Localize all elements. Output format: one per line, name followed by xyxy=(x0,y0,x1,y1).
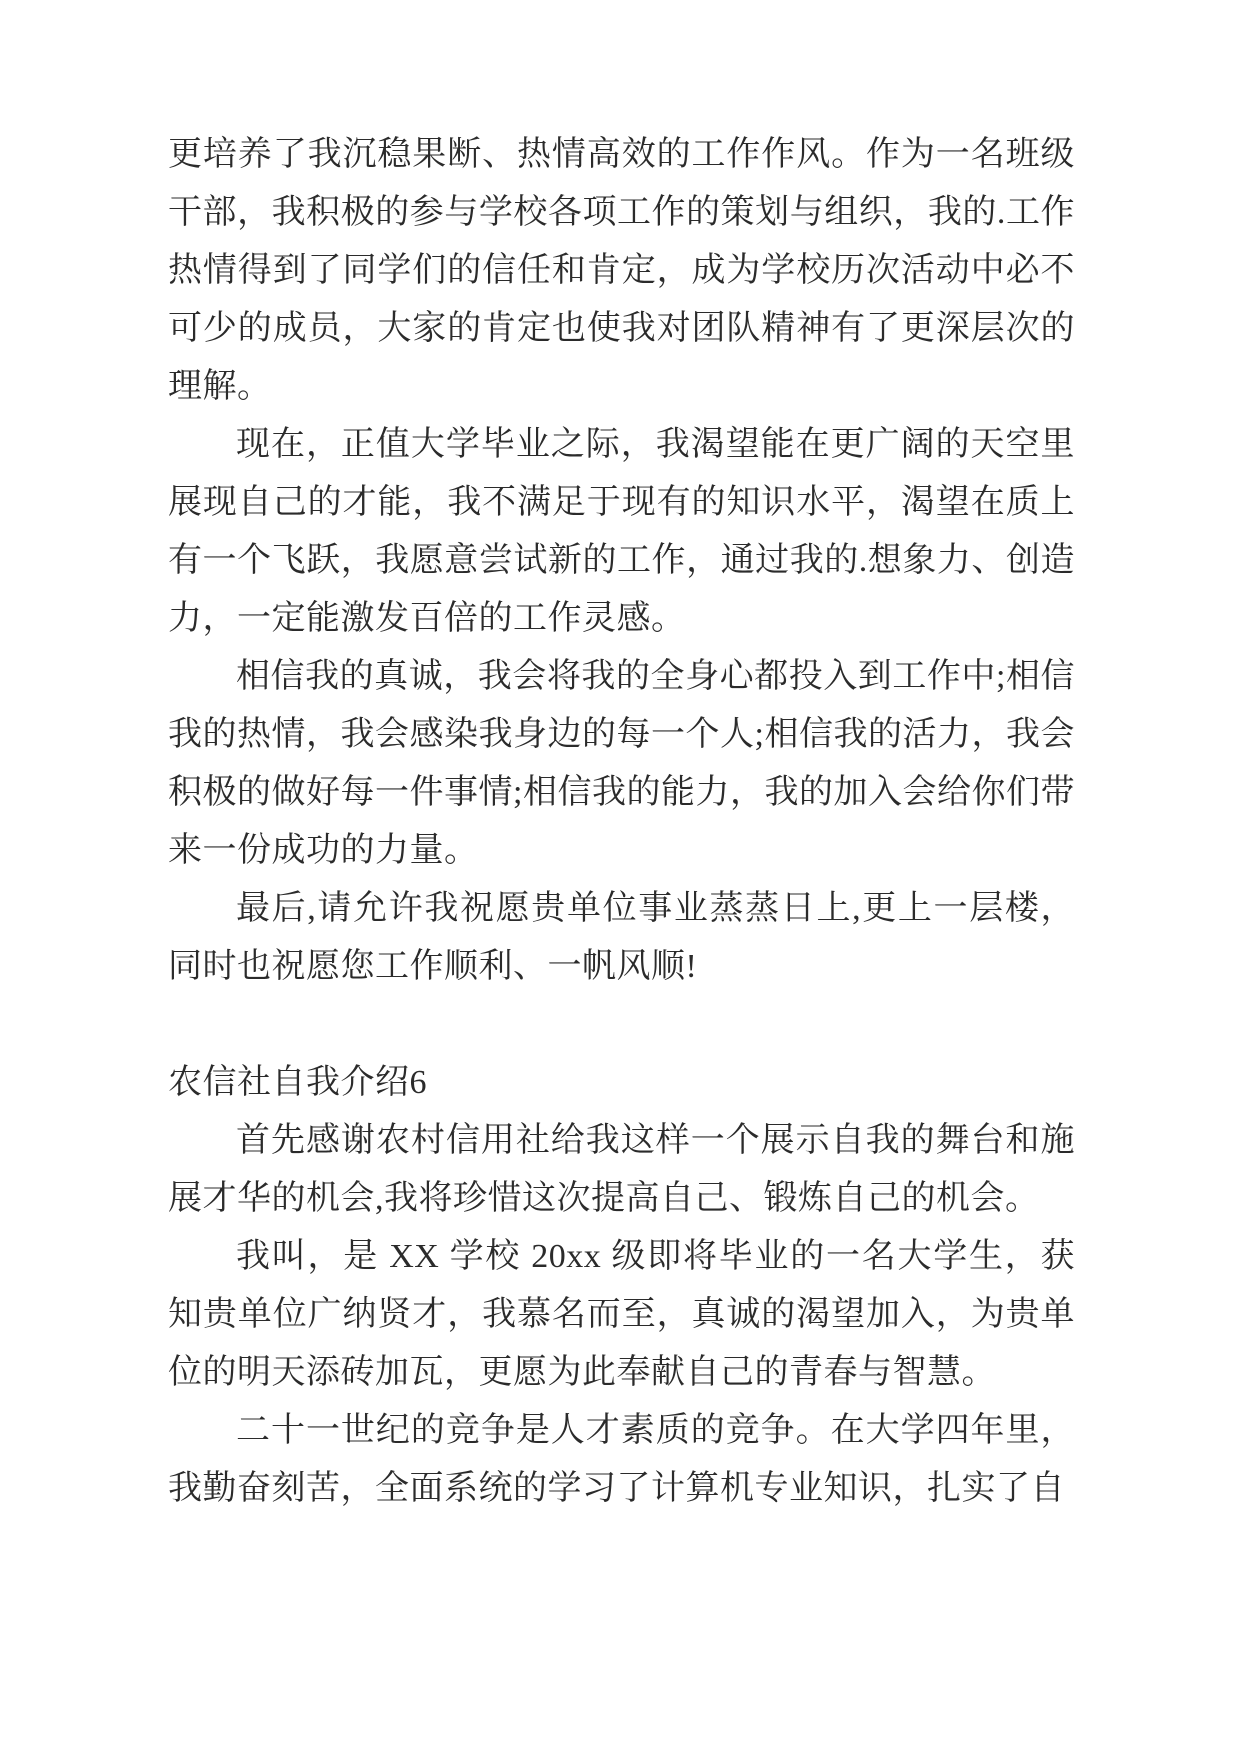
paragraph: 首先感谢农村信用社给我这样一个展示自我的舞台和施展才华的机会,我将珍惜这次提高自己、锻炼自己的机会。 xyxy=(168,1122,1075,1217)
paragraph: 我叫，是 XX 学校 20xx 级即将毕业的一名大学生，获知贵单位广纳贤才，我慕名而至，真诚的渴望加入，为贵单位的明天添砖加瓦，更愿为此奉献自己的青春与智慧。 xyxy=(168,1238,1075,1391)
paragraph: 更培养了我沉稳果断、热情高效的工作作风。作为一名班级干部，我积极的参与学校各项工作的策划与组织，我的.工作热情得到了同学们的信任和肯定，成为学校历次活动中必不可少的成员，大家的肯定也使我对团队精神有了更深层次的理解。 xyxy=(168,136,1075,405)
paragraph: 相信我的真诚，我会将我的全身心都投入到工作中;相信我的热情，我会感染我身边的每一个人;相信我的活力，我会积极的做好每一件事情;相信我的能力，我的加入会给你们带来一份成功的力量。 xyxy=(168,658,1075,869)
paragraph: 最后,请允许我祝愿贵单位事业蒸蒸日上,更上一层楼，同时也祝愿您工作顺利、一帆风顺! xyxy=(168,890,1075,985)
section-heading: 农信社自我介绍6 xyxy=(168,1064,427,1101)
paragraph: 现在，正值大学毕业之际，我渴望能在更广阔的天空里展现自己的才能，我不满足于现有的知识水平，渴望在质上有一个飞跃，我愿意尝试新的工作，通过我的.想象力、创造力，一定能激发百倍的工作灵感。 xyxy=(168,426,1075,637)
paragraph: 二十一世纪的竞争是人才素质的竞争。在大学四年里，我勤奋刻苦，全面系统的学习了计算机专业知识，扎实了自 xyxy=(168,1412,1075,1507)
